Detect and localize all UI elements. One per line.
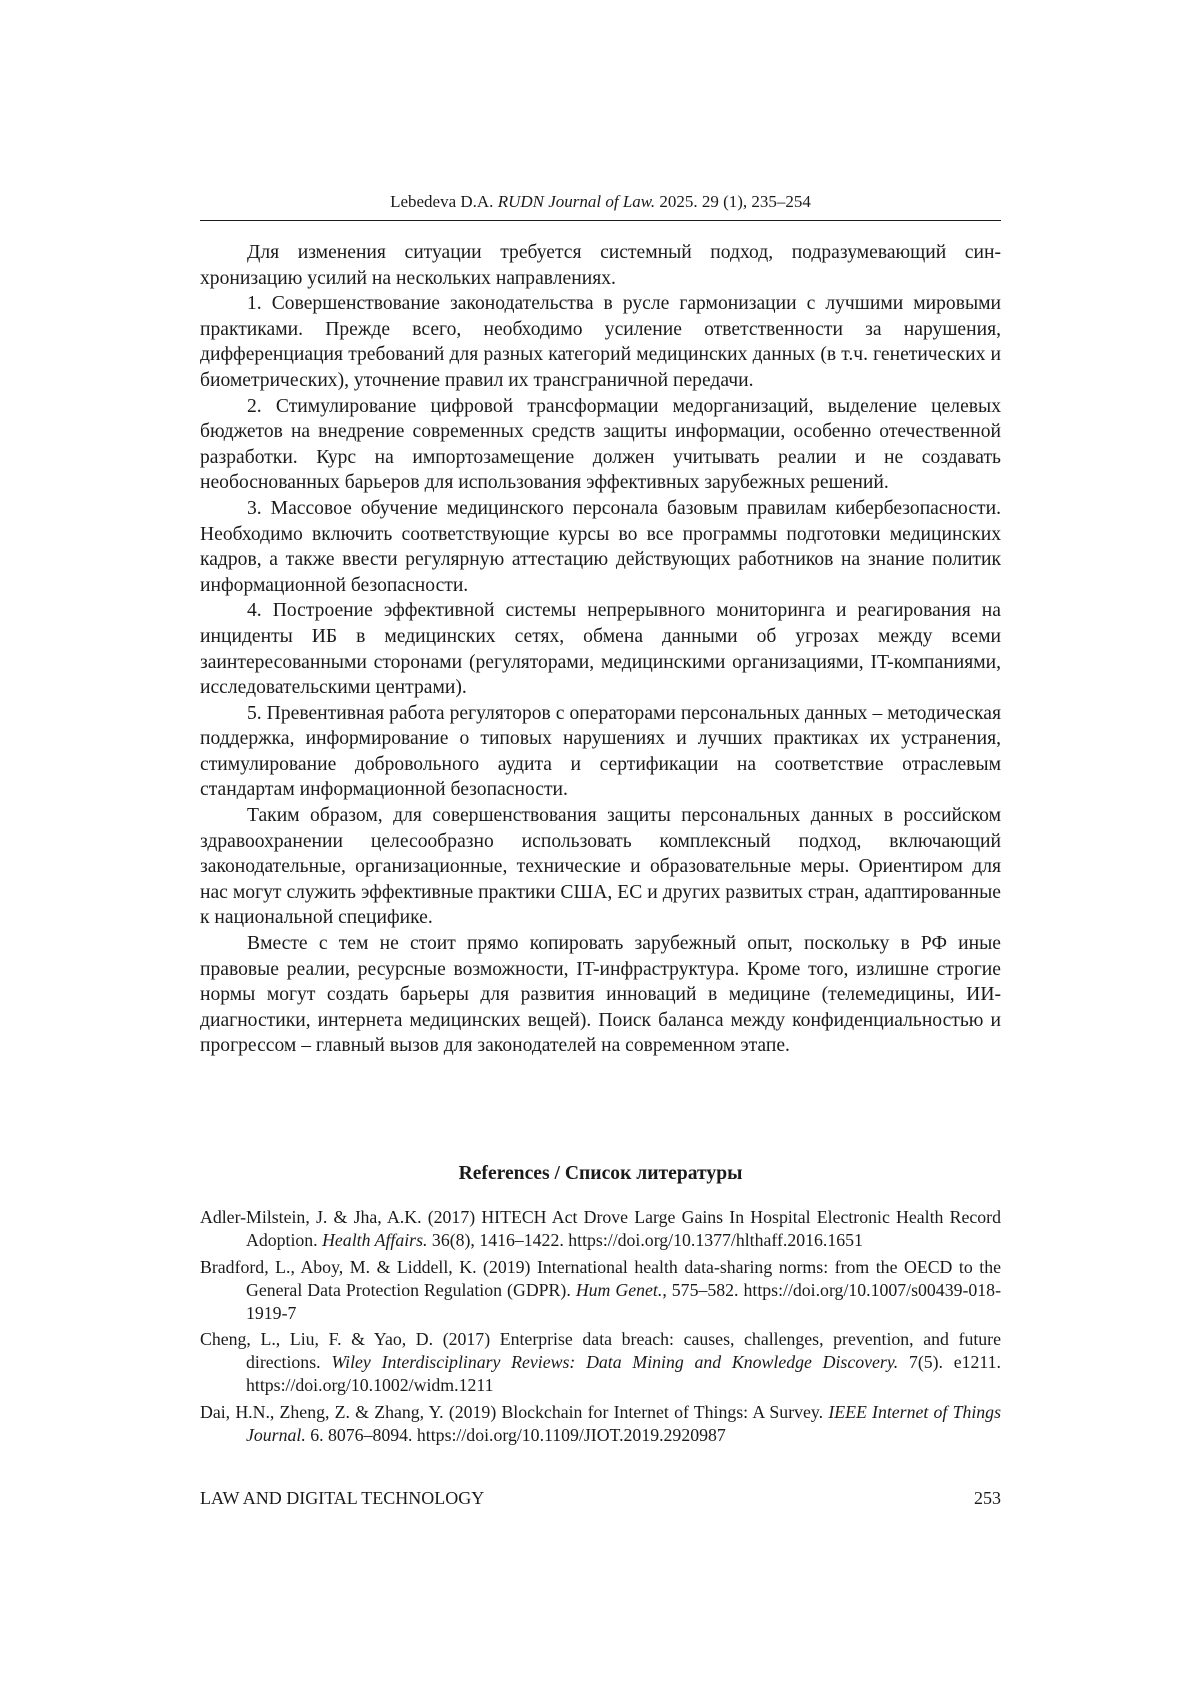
reference-journal: IEEE Internet of Things Journal. — [246, 1401, 1001, 1445]
reference-text: Dai, H.N., Zheng, Z. & Zhang, Y. (2019) Blockchain for Internet of Things: A Survey. — [200, 1401, 824, 1422]
references-list — [200, 1206, 1001, 1450]
paragraph-item-4: 4. Построение эффективной системы непрерывного мониторинга и реагирования на инциденты ИБ в медицинских сетях, обмена данными об угрозах между всеми заинтересованными сторонами (регуляторами, медицинскими организациями, IT-компаниями, исследовательскими центрами). — [200, 600, 1001, 699]
running-header — [200, 191, 1001, 213]
footer-section-title: LAW AND DIGITAL TECHNOLOGY — [200, 1488, 485, 1508]
body-text — [200, 240, 1001, 1059]
header-issue: 2025. 29 (1), 235–254 — [659, 192, 811, 211]
reference-item — [200, 1256, 1001, 1325]
paragraph-item-2: 2. Стимулирование цифровой трансформации медорганизаций, выделение целевых бюджетов на внедрение современных средств защиты информации, особенно отечественной разработки. Курс на импортозамещение должен учитывать реалии и не создавать необоснованных барьеров для использования эффективных зарубежных решений. — [200, 395, 1001, 494]
reference-details: 36(8), 1416–1422. https://doi.org/10.1377/hlthaff.2016.1651 — [431, 1230, 863, 1250]
reference-item — [200, 1401, 1001, 1447]
header-rule — [200, 220, 1001, 221]
reference-details: 7(5). e1211. https://doi.org/10.1002/widm.1211 — [246, 1352, 1001, 1395]
paragraph-item-5: 5. Превентивная работа регуляторов с операторами персональных данных – методическая поддержка, информирование о типовых нарушениях и лучших практиках их устранения, стимулирование добровольного аудита и сертификации на соответствие отраслевым стандартам информационной безопасности. — [200, 702, 1001, 801]
reference-text: Cheng, L., Liu, F. & Yao, D. (2017) Enterprise data breach: causes, challenges, prevention, and future directions. — [200, 1329, 1001, 1372]
reference-item — [200, 1328, 1001, 1397]
paragraph-item-3: 3. Массовое обучение медицинского персонала базовым правилам кибербезопасности. Необходимо включить соответствующие курсы во все программы подготовки медицинских кадров, а также ввести регулярную аттестацию действующих работников на знание политик информационной безопасности. — [200, 497, 1001, 596]
page-number: 253 — [974, 1488, 1001, 1508]
reference-details: , 575–582. https://doi.org/10.1007/s00439-018-1919-7 — [246, 1279, 1001, 1323]
paragraph-conclusion: Таким образом, для совершенствования защиты персональных данных в российском здравоохранении целесообразно использовать комплексный подход, включающий законодательные, организационные, технические и образовательные меры. Ориентиром для нас могут служить эффективные практики США, ЕС и других развитых стран, адаптированные к национальной специфике. — [200, 805, 1001, 929]
header-author: Lebedeva D.A. — [390, 192, 494, 211]
references-heading: References / Список литературы — [458, 1163, 743, 1184]
paragraph-intro: Для изменения ситуации требуется системный подход, подразумевающий синхронизацию усилий на нескольких направлениях. — [200, 242, 1001, 289]
paragraph-item-1: 1. Совершенствование законодательства в русле гармонизации с лучшими мировыми практиками. Прежде всего, необходимо усиление ответственности за нарушения, дифференциация требований для разных категорий медицинских данных (в т.ч. генетических и биометрических), уточнение правил их трансграничной передачи. — [200, 293, 1001, 391]
reference-details: 6. 8076–8094. https://doi.org/10.1109/JIOT.2019.2920987 — [310, 1424, 726, 1445]
reference-journal: Health Affairs. — [322, 1230, 428, 1250]
reference-item — [200, 1206, 1001, 1252]
reference-journal: Hum Genet. — [575, 1279, 663, 1300]
reference-text: Bradford, L., Aboy, M. & Liddell, K. (2019) International health data-sharing norms: from the OECD to the General Data Protection Regulation (GDPR). — [200, 1256, 1001, 1300]
paragraph-caveat: Вместе с тем не стоит прямо копировать зарубежный опыт, поскольку в РФ иные правовые реалии, ресурсные возможности, IT-инфраструктура. Кроме того, излишне строгие нормы могут создать барьеры для развития инноваций в медицине (телемедицины, ИИ-диагностики, интернета медицинских вещей). Поиск баланса между конфиденциальностью и прогрессом – главный вызов для законодателей на современном этапе. — [200, 933, 1001, 1057]
header-journal: RUDN Journal of Law. — [497, 192, 656, 211]
reference-journal: Wiley Interdisciplinary Reviews: Data Mining and Knowledge Discovery. — [331, 1352, 899, 1372]
reference-text: Adler-Milstein, J. & Jha, A.K. (2017) HITECH Act Drove Large Gains In Hospital Electronic Health Record Adoption. — [200, 1207, 1001, 1250]
